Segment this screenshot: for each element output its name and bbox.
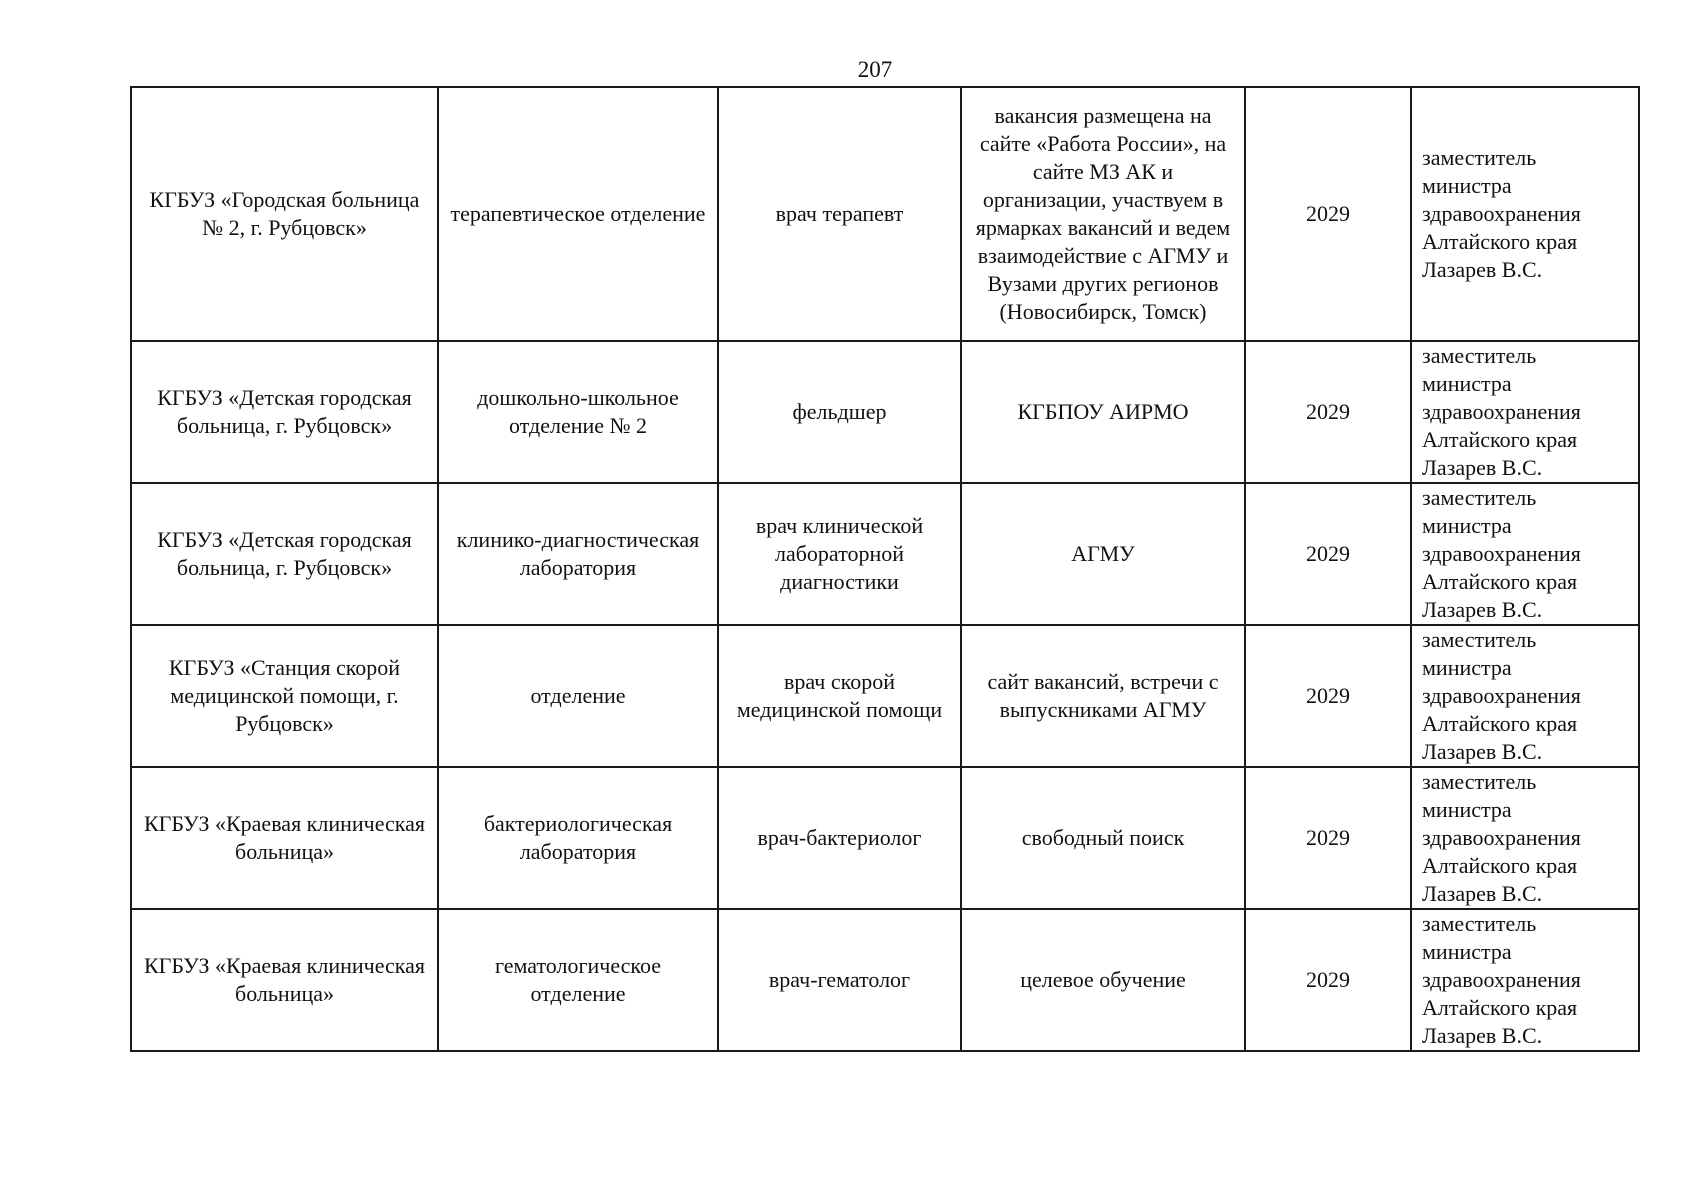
department-cell: отделение [438,625,718,767]
year-cell: 2029 [1245,87,1411,341]
table-row [131,87,1639,341]
responsible-cell: заместитель министра здравоохранения Алтайского края Лазарев В.С. [1411,767,1639,909]
organization-cell: КГБУЗ «Станция скорой медицинской помощи, г. Рубцовск» [131,625,438,767]
organization-cell: КГБУЗ «Детская городская больница, г. Рубцовск» [131,483,438,625]
year-cell: 2029 [1245,767,1411,909]
department-cell: клинико-диагностическая лаборатория [438,483,718,625]
organization-cell: КГБУЗ «Краевая клиническая больница» [131,909,438,1051]
position-cell: врач-бактериолог [718,767,961,909]
source-cell: вакансия размещена на сайте «Работа России», на сайте МЗ АК и организации, участвуем в ярмарках вакансий и ведем взаимодействие с АГМУ и Вузами других регионов (Новосибирск, Томск) [961,87,1245,341]
table-row [131,767,1639,909]
department-cell: дошкольно-школьное отделение № 2 [438,341,718,483]
table-row [131,341,1639,483]
organization-cell: КГБУЗ «Городская больница № 2, г. Рубцовск» [131,87,438,341]
source-cell: свободный поиск [961,767,1245,909]
responsible-cell: заместитель министра здравоохранения Алтайского края Лазарев В.С. [1411,341,1639,483]
table-row [131,909,1639,1051]
organization-cell: КГБУЗ «Детская городская больница, г. Рубцовск» [131,341,438,483]
department-cell: терапевтическое отделение [438,87,718,341]
staffing-table [130,86,1640,1052]
source-cell: КГБПОУ АИРМО [961,341,1245,483]
source-cell: АГМУ [961,483,1245,625]
responsible-cell: заместитель министра здравоохранения Алтайского края Лазарев В.С. [1411,625,1639,767]
position-cell: врач терапевт [718,87,961,341]
responsible-cell: заместитель министра здравоохранения Алтайского края Лазарев В.С. [1411,909,1639,1051]
year-cell: 2029 [1245,625,1411,767]
position-cell: фельдшер [718,341,961,483]
table-row [131,625,1639,767]
source-cell: целевое обучение [961,909,1245,1051]
responsible-cell: заместитель министра здравоохранения Алтайского края Лазарев В.С. [1411,87,1639,341]
position-cell: врач-гематолог [718,909,961,1051]
responsible-cell: заместитель министра здравоохранения Алтайского края Лазарев В.С. [1411,483,1639,625]
page-number: 207 [857,57,893,82]
year-cell: 2029 [1245,909,1411,1051]
source-cell: сайт вакансий, встречи с выпускниками АГМУ [961,625,1245,767]
department-cell: бактериологическая лаборатория [438,767,718,909]
year-cell: 2029 [1245,483,1411,625]
organization-cell: КГБУЗ «Краевая клиническая больница» [131,767,438,909]
position-cell: врач клинической лабораторной диагностики [718,483,961,625]
department-cell: гематологическое отделение [438,909,718,1051]
position-cell: врач скорой медицинской помощи [718,625,961,767]
table-row [131,483,1639,625]
year-cell: 2029 [1245,341,1411,483]
